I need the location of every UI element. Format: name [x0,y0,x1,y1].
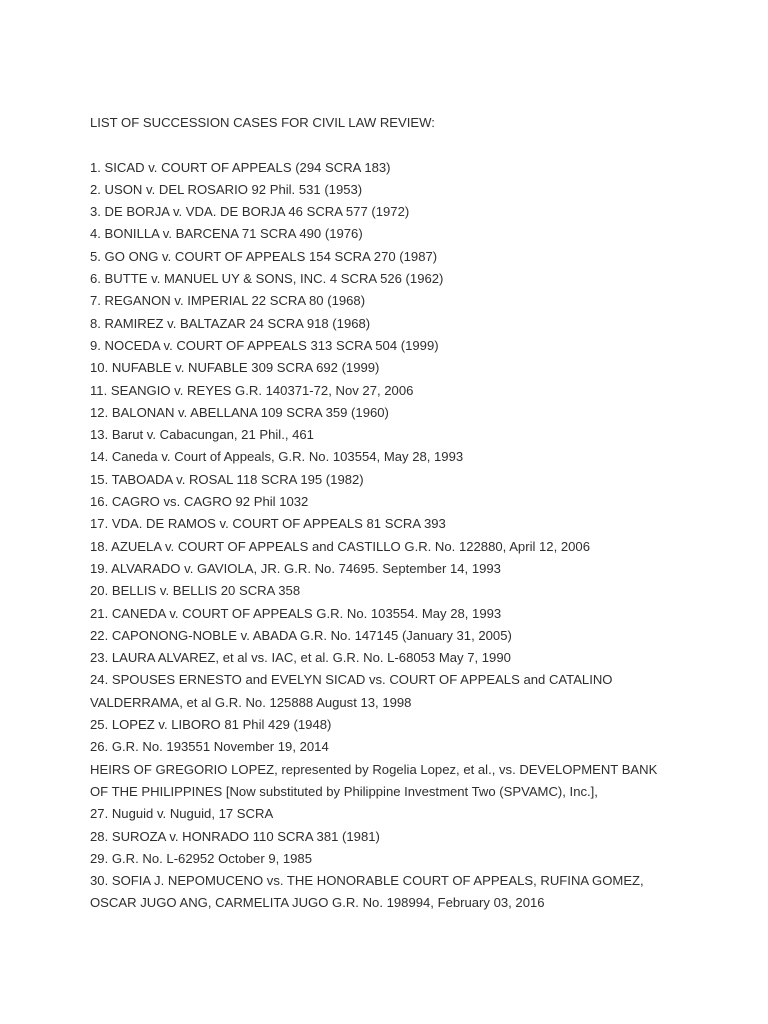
case-line: 29. G.R. No. L-62952 October 9, 1985 [90,850,312,866]
case-line: 10. NUFABLE v. NUFABLE 309 SCRA 692 (1999) [90,360,380,376]
case-line: 21. CANEDA v. COURT OF APPEALS G.R. No. 103554. May 28, 1993 [90,605,502,621]
case-line: 23. LAURA ALVAREZ, et al vs. IAC, et al. G.R. No. L-68053 May 7, 1990 [90,650,511,666]
case-item [90,313,730,335]
case-item [90,335,730,357]
case-item [90,246,730,268]
case-line: 17. VDA. DE RAMOS v. COURT OF APPEALS 81 SCRA 393 [90,516,446,532]
case-line: HEIRS OF GREGORIO LOPEZ, represented by Rogelia Lopez, et al., vs. DEVELOPMENT BANK [90,761,658,777]
case-item [90,625,730,647]
case-item [90,669,730,714]
case-line: OF THE PHILIPPINES [Now substituted by Philippine Investment Two (SPVAMC), Inc.], [90,783,598,799]
blank-line [90,134,730,156]
case-item [90,558,730,580]
case-line: 8. RAMIREZ v. BALTAZAR 24 SCRA 918 (1968) [90,315,371,331]
case-line: 27. Nuguid v. Nuguid, 17 SCRA [90,806,274,822]
case-item [90,714,730,736]
case-item [90,290,730,312]
case-item [90,826,730,848]
case-line: 13. Barut v. Cabacungan, 21 Phil., 461 [90,427,314,443]
case-line: 20. BELLIS v. BELLIS 20 SCRA 358 [90,583,301,599]
case-line: 2. USON v. DEL ROSARIO 92 Phil. 531 (1953) [90,181,363,197]
case-item [90,268,730,290]
case-line: 28. SUROZA v. HONRADO 110 SCRA 381 (1981) [90,828,380,844]
case-line: 24. SPOUSES ERNESTO and EVELYN SICAD vs. COURT OF APPEALS and CATALINO [90,672,613,688]
case-item [90,402,730,424]
case-line: 25. LOPEZ v. LIBORO 81 Phil 429 (1948) [90,717,332,733]
case-line: 15. TABOADA v. ROSAL 118 SCRA 195 (1982) [90,471,364,487]
case-line: OSCAR JUGO ANG, CARMELITA JUGO G.R. No. 198994, February 03, 2016 [90,895,545,911]
case-item [90,803,730,825]
case-line: 1. SICAD v. COURT OF APPEALS (294 SCRA 183) [90,159,391,175]
case-item [90,848,730,870]
case-line: 4. BONILLA v. BARCENA 71 SCRA 490 (1976) [90,226,363,242]
case-item [90,157,730,179]
case-item [90,380,730,402]
document-body [90,112,730,915]
case-line: 7. REGANON v. IMPERIAL 22 SCRA 80 (1968) [90,293,366,309]
case-line: 5. GO ONG v. COURT OF APPEALS 154 SCRA 270 (1987) [90,248,438,264]
case-item [90,357,730,379]
case-line: 18. AZUELA v. COURT OF APPEALS and CASTILLO G.R. No. 122880, April 12, 2006 [90,538,590,554]
case-line: 6. BUTTE v. MANUEL UY & SONS, INC. 4 SCRA 526 (1962) [90,271,444,287]
case-line: 19. ALVARADO v. GAVIOLA, JR. G.R. No. 74695. September 14, 1993 [90,560,501,576]
case-item [90,513,730,535]
case-item [90,870,730,915]
case-line: 11. SEANGIO v. REYES G.R. 140371-72, Nov 27, 2006 [90,382,414,398]
case-line: 30. SOFIA J. NEPOMUCENO vs. THE HONORABLE COURT OF APPEALS, RUFINA GOMEZ, [90,873,644,889]
case-line: 3. DE BORJA v. VDA. DE BORJA 46 SCRA 577 (1972) [90,204,410,220]
case-item [90,580,730,602]
case-item [90,179,730,201]
case-item [90,647,730,669]
document-title: LIST OF SUCCESSION CASES FOR CIVIL LAW REVIEW: [90,115,435,130]
case-item [90,603,730,625]
case-item [90,201,730,223]
case-item [90,223,730,245]
case-item [90,446,730,468]
case-item [90,536,730,558]
case-item [90,491,730,513]
case-line: 26. G.R. No. 193551 November 19, 2014 [90,739,329,755]
case-line: 14. Caneda v. Court of Appeals, G.R. No. 103554, May 28, 1993 [90,449,464,465]
case-line: 16. CAGRO vs. CAGRO 92 Phil 1032 [90,494,309,510]
case-list [90,157,730,915]
case-line: VALDERRAMA, et al G.R. No. 125888 August 13, 1998 [90,694,412,710]
case-line: 9. NOCEDA v. COURT OF APPEALS 313 SCRA 504 (1999) [90,337,439,353]
case-item [90,736,730,803]
case-item [90,424,730,446]
case-line: 12. BALONAN v. ABELLANA 109 SCRA 359 (1960) [90,404,389,420]
case-item [90,469,730,491]
case-line: 22. CAPONONG-NOBLE v. ABADA G.R. No. 147145 (January 31, 2005) [90,627,512,643]
